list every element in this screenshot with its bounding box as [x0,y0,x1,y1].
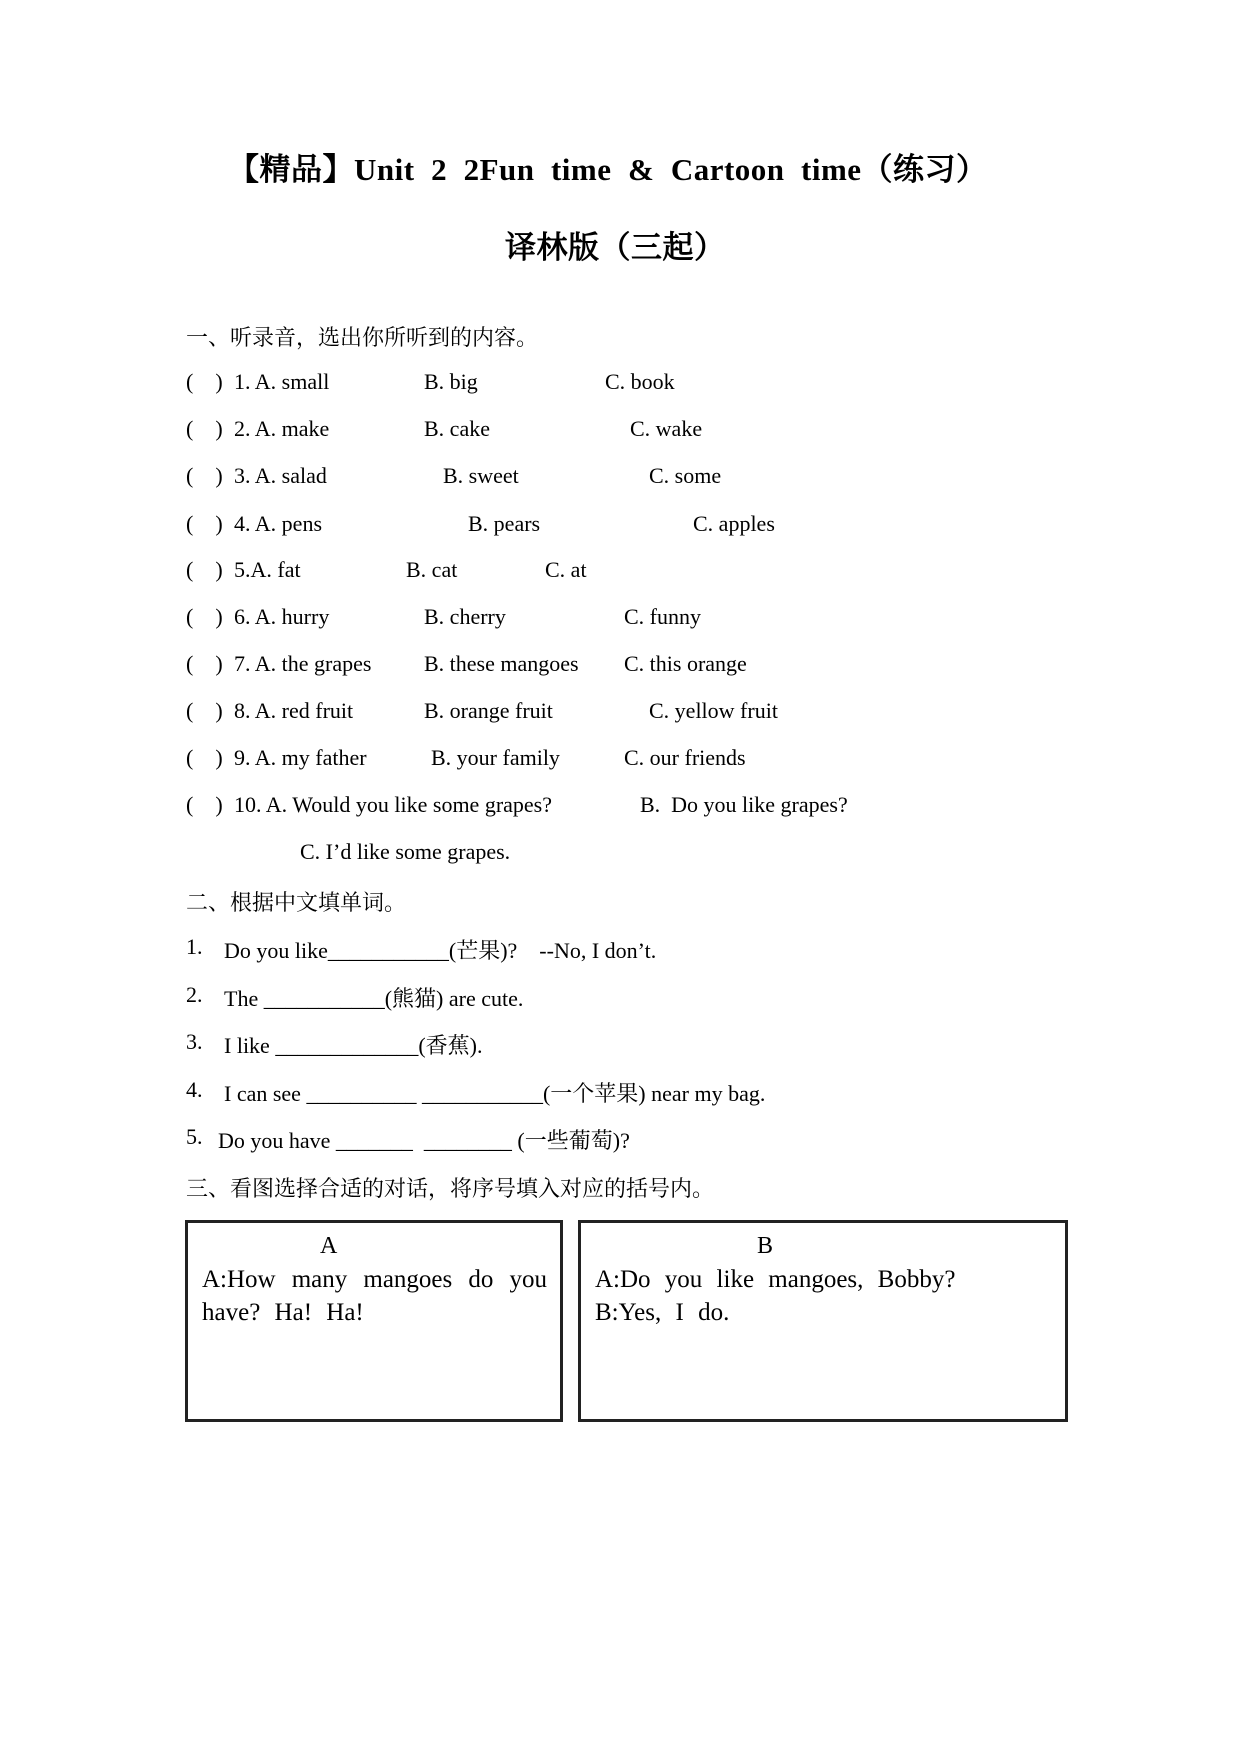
section-3-heading: 三、看图选择合适的对话，将序号填入对应的括号内。 [186,1176,715,1201]
item-number: 1. [186,934,203,959]
answer-bracket[interactable]: ( ) [186,604,223,629]
item-number: 4. [186,1077,203,1102]
answer-bracket[interactable]: ( ) [186,792,223,817]
option-c: C. book [605,369,675,394]
option-b: B. sweet [443,463,519,488]
option-c: C. at [545,557,587,582]
option-c: C. I’d like some grapes. [300,839,511,864]
answer-bracket[interactable]: ( ) [186,698,223,723]
answer-bracket[interactable]: ( ) [186,651,223,676]
option-b: B. cherry [424,604,506,629]
option-a: 7. A. the grapes [234,651,372,676]
option-a: 2. A. make [234,416,330,441]
item-number: 3. [186,1029,203,1054]
option-a: 1. A. small [234,369,330,394]
answer-bracket[interactable]: ( ) [186,463,223,488]
option-b: B. pears [468,511,541,536]
dialogue-text: A:How many mangoes do you have? Ha! Ha! [202,1266,547,1326]
answer-bracket[interactable]: ( ) [186,416,223,441]
dialogue-box-a [185,1220,563,1422]
fill-in-item[interactable]: I like _____________(香蕉). [224,1033,483,1058]
option-c: C. funny [624,604,701,629]
fill-in-item[interactable]: Do you have _______ ________ (一些葡萄)? [218,1128,630,1153]
option-c: C. some [649,463,722,488]
option-b: B. your family [431,745,560,770]
fill-in-item[interactable]: The ___________(熊猫) are cute. [224,986,524,1011]
option-a: 6. A. hurry [234,604,330,629]
option-c: C. wake [630,416,703,441]
option-b: B. cat [406,557,458,582]
answer-bracket[interactable]: ( ) [186,745,223,770]
item-number: 5. [186,1124,203,1149]
worksheet-subtitle: 译林版（三起） [505,230,726,265]
option-b: B. orange fruit [424,698,553,723]
section-2-heading: 二、根据中文填单词。 [186,890,407,915]
option-b: B. Do you like grapes? [640,792,848,817]
box-label: A [320,1233,338,1259]
answer-bracket[interactable]: ( ) [186,369,223,394]
option-b: B. big [424,369,478,394]
option-c: C. apples [693,511,775,536]
answer-bracket[interactable]: ( ) [186,557,223,582]
option-a: 4. A. pens [234,511,322,536]
box-label: B [757,1233,774,1259]
fill-in-item[interactable]: Do you like___________(芒果)? --No, I don’t. [224,938,657,963]
option-b: B. these mangoes [424,651,579,676]
option-c: C. our friends [624,745,746,770]
option-c: C. yellow fruit [649,698,778,723]
fill-in-item[interactable]: I can see __________ ___________(一个苹果) near my bag. [224,1081,766,1106]
worksheet-title: 【精品】Unit 2 2Fun time & Cartoon time（练习） [228,152,988,187]
option-c: C. this orange [624,651,747,676]
option-a: 10. A. Would you like some grapes? [234,792,553,817]
answer-bracket[interactable]: ( ) [186,511,223,536]
option-a: 5.A. fat [234,557,301,582]
item-number: 2. [186,982,203,1007]
dialogue-text: A:Do you like mangoes, Bobby? B:Yes, I do. [595,1266,956,1326]
option-a: 3. A. salad [234,463,327,488]
option-b: B. cake [424,416,490,441]
section-1-heading: 一、听录音，选出你所听到的内容。 [186,325,539,350]
option-a: 8. A. red fruit [234,698,354,723]
option-a: 9. A. my father [234,745,367,770]
dialogue-box-b [578,1220,1068,1422]
